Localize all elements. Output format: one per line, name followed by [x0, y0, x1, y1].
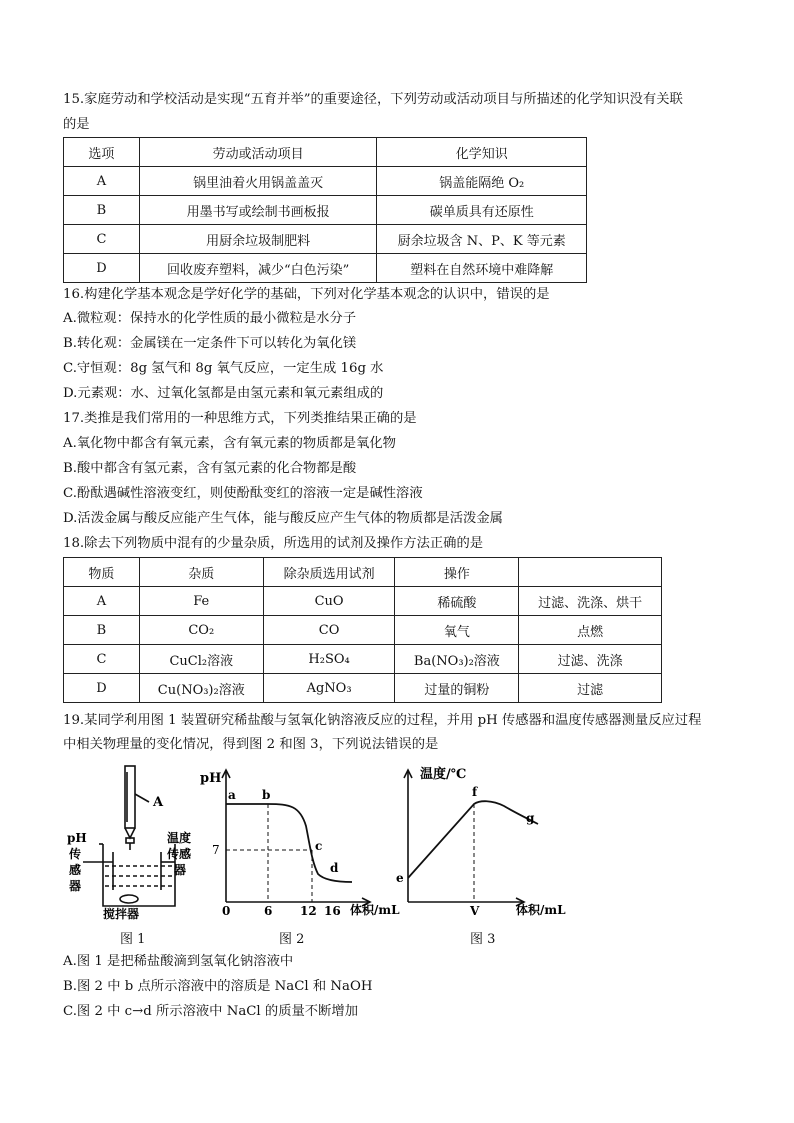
svg-text:传感: 传感: [167, 847, 192, 861]
fig2-xtick-12: 12: [300, 904, 317, 918]
q16-option-c: C.守恒观：8g 氢气和 8g 氧气反应，一定生成 16g 水: [63, 361, 384, 376]
table-cell: 稀硫酸: [395, 587, 519, 616]
q17-option-d: D.活泼金属与酸反应能产生气体，能与酸反应产生气体的物质都是活泼金属: [63, 511, 503, 526]
table-cell: 锅盖能隔绝 O₂: [377, 167, 587, 196]
fig2-ytick-7: 7: [212, 843, 220, 857]
table-cell: Ba(NO₃)₂溶液: [395, 645, 519, 674]
fig3-temperature-curve-line: [408, 801, 538, 878]
table-cell: CO: [263, 616, 395, 645]
svg-text:传: 传: [69, 847, 82, 861]
fig2-xtick-6: 6: [264, 904, 273, 918]
table-cell: 过滤、洗涤、烘干: [519, 587, 662, 616]
table-row: [64, 616, 662, 645]
table-cell: Cu(NO₃)₂溶液: [139, 674, 263, 703]
table-cell: B: [64, 196, 140, 225]
table-cell: D: [64, 254, 140, 283]
table-cell: C: [64, 645, 140, 674]
table-cell: AgNO₃: [263, 674, 395, 703]
fig2-point-a: a: [228, 788, 236, 802]
table-cell: 厨余垃圾含 N、P、K 等元素: [377, 225, 587, 254]
q17-option-a: A.氧化物中都含有氧元素，含有氧元素的物质都是氧化物: [63, 436, 396, 451]
fig2-ylabel: pH: [200, 771, 222, 786]
svg-text:pH: pH: [67, 831, 87, 845]
table-row: [64, 225, 587, 254]
table-cell: 过量的铜粉: [395, 674, 519, 703]
fig2-point-b: b: [262, 788, 271, 802]
table-header-row: [64, 558, 662, 587]
q19-option-a: A.图 1 是把稀盐酸滴到氢氧化钠溶液中: [63, 954, 294, 969]
table-cell: 点燃: [519, 616, 662, 645]
table-header-cell: 操作: [395, 558, 519, 587]
q16-option-b: B.转化观：金属镁在一定条件下可以转化为氧化镁: [63, 336, 357, 351]
fig3-ylabel: 温度/℃: [420, 767, 467, 782]
fig1-stirrer-label: 搅拌器: [103, 907, 140, 921]
fig3-xlabel: 体积/mL: [516, 903, 566, 917]
table-cell: 过滤: [519, 674, 662, 703]
q19-stem-line2: 中相关物理量的变化情况，得到图 2 和图 3，下列说法错误的是: [63, 737, 439, 752]
table-header-cell: 劳动或活动项目: [139, 138, 377, 167]
beaker: [103, 844, 175, 906]
table-cell: 氧气: [395, 616, 519, 645]
table-cell: 回收废弃塑料，减少“白色污染”: [139, 254, 377, 283]
fig1-caption: 图 1: [120, 932, 146, 947]
table-header-cell: 选项: [64, 138, 140, 167]
q19-stem-line1: 19.某同学利用图 1 装置研究稀盐酸与氢氧化钠溶液反应的过程，并用 pH 传感器和温度传感器测量反应过程: [63, 713, 702, 728]
figure-2-ph-curve: [200, 762, 400, 922]
table-header-row: [64, 138, 587, 167]
q17-option-c: C.酚酞遇碱性溶液变红，则使酚酞变红的溶液一定是碱性溶液: [63, 486, 423, 501]
fig3-point-f: f: [472, 785, 478, 799]
q16-option-a: A.微粒观：保持水的化学性质的最小微粒是水分子: [63, 311, 357, 326]
table-header-cell: [519, 558, 662, 587]
q16-stem: 16.构建化学基本观念是学好化学的基础，下列对化学基本观念的认识中，错误的是: [63, 287, 550, 302]
table-cell: CuO: [263, 587, 395, 616]
q15-table: [63, 137, 587, 283]
svg-text:器: 器: [174, 863, 187, 877]
stirrer-bar: [120, 895, 138, 903]
svg-text:器: 器: [69, 879, 82, 893]
table-row: [64, 167, 587, 196]
table-cell: Fe: [139, 587, 263, 616]
table-cell: 用墨书写或绘制书画板报: [139, 196, 377, 225]
figure-3-temperature-curve: [392, 760, 582, 922]
table-cell: CuCl₂溶液: [139, 645, 263, 674]
q15-stem-line2: 的是: [63, 117, 90, 132]
table-cell: 碳单质具有还原性: [377, 196, 587, 225]
fig2-point-d: d: [330, 861, 339, 875]
table-cell: A: [64, 587, 140, 616]
q19-option-c: C.图 2 中 c→d 所示溶液中 NaCl 的质量不断增加: [63, 1004, 358, 1019]
table-header-cell: 化学知识: [377, 138, 587, 167]
fig1-label-a: A: [153, 795, 164, 810]
table-cell: 锅里油着火用锅盖盖灭: [139, 167, 377, 196]
table-row: [64, 254, 587, 283]
figure-1-apparatus: [63, 762, 213, 922]
table-cell: CO₂: [139, 616, 263, 645]
fig2-point-c: c: [315, 839, 323, 853]
fig3-point-e: e: [396, 871, 404, 885]
table-cell: C: [64, 225, 140, 254]
table-header-cell: 杂质: [139, 558, 263, 587]
table-row: [64, 645, 662, 674]
fig2-xlabel: 体积/mL: [350, 903, 400, 917]
table-cell: B: [64, 616, 140, 645]
table-cell: A: [64, 167, 140, 196]
table-cell: H₂SO₄: [263, 645, 395, 674]
q17-stem: 17.类推是我们常用的一种思维方式，下列类推结果正确的是: [63, 411, 417, 426]
svg-text:温度: 温度: [167, 831, 192, 845]
fig2-xtick-0: 0: [222, 904, 231, 918]
q15-stem-line1: 15.家庭劳动和学校活动是实现“五育并举”的重要途径，下列劳动或活动项目与所描述的化学知识没有关联: [63, 92, 683, 107]
fig3-point-g: g: [526, 811, 535, 825]
q16-option-d: D.元素观：水、过氧化氢都是由氢元素和氧元素组成的: [63, 386, 384, 401]
table-cell: D: [64, 674, 140, 703]
table-header-cell: 物质: [64, 558, 140, 587]
table-header-cell: 除杂质选用试剂: [263, 558, 395, 587]
fig3-caption: 图 3: [470, 932, 496, 947]
fig3-xtick-v: V: [470, 904, 480, 918]
q18-table: [63, 557, 662, 703]
fig2-caption: 图 2: [279, 932, 305, 947]
q17-option-b: B.酸中都含有氢元素，含有氢元素的化合物都是酸: [63, 461, 357, 476]
table-cell: 用厨余垃圾制肥料: [139, 225, 377, 254]
svg-text:感: 感: [69, 863, 82, 877]
table-row: [64, 196, 587, 225]
q18-stem: 18.除去下列物质中混有的少量杂质，所选用的试剂及操作方法正确的是: [63, 536, 484, 551]
q19-option-b: B.图 2 中 b 点所示溶液中的溶质是 NaCl 和 NaOH: [63, 979, 373, 994]
table-row: [64, 674, 662, 703]
fig2-xtick-16: 16: [324, 904, 341, 918]
table-cell: 塑料在自然环境中难降解: [377, 254, 587, 283]
fig1-temp-sensor-label: [166, 830, 191, 877]
table-row: [64, 587, 662, 616]
table-cell: 过滤、洗涤: [519, 645, 662, 674]
